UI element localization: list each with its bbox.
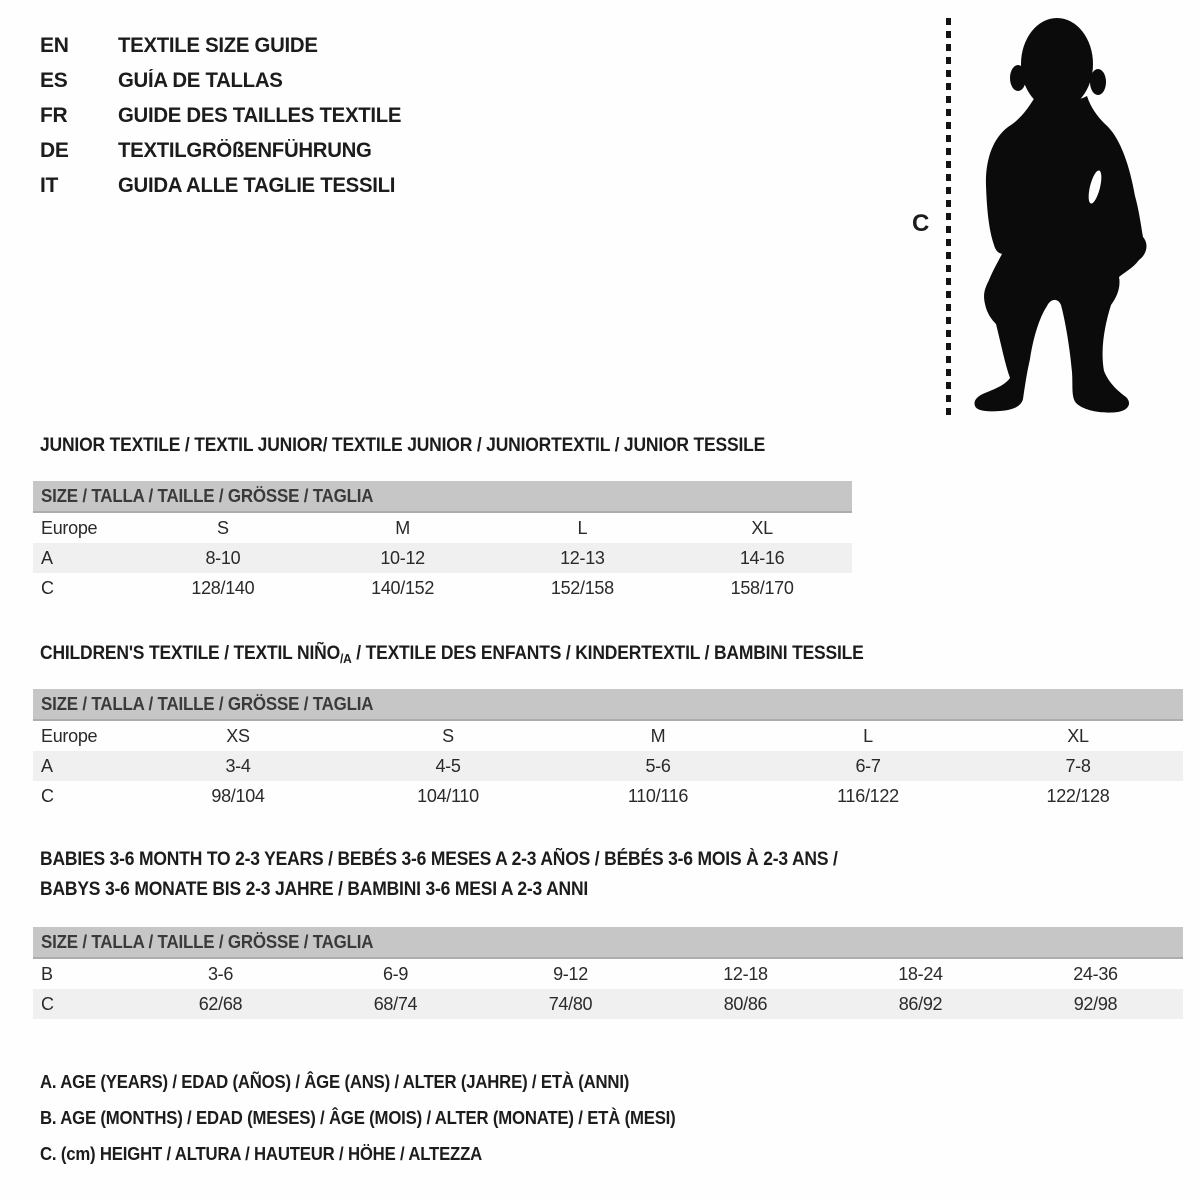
language-row-it [40,168,410,203]
size-header-text: SIZE / TALLA / TAILLE / GRÖSSE / TAGLIA [41,694,374,714]
size-value: L [577,517,588,538]
row-label: A [41,547,53,568]
legend-age-months: B. AGE (MONTHS) / EDAD (MESES) / ÂGE (MOIS) / ALTER (MONATE) / ETÀ (MESI) [40,1108,676,1128]
children-title-post: / TEXTILE DES ENFANTS / KINDERTEXTIL / BAMBINI TESSILE [351,643,864,664]
age-value: 8-10 [205,547,241,568]
language-row-de [40,133,410,168]
size-value: L [863,725,873,746]
row-label: B [41,963,53,984]
height-value: 98/104 [211,785,265,806]
height-value: 152/158 [550,577,614,598]
height-value: 62/68 [198,993,243,1014]
language-title: TEXTILGRÖßENFÜHRUNG [118,138,372,162]
size-value: S [217,517,229,538]
row-label: C [41,785,54,806]
language-title: GUIDE DES TAILLES TEXTILE [118,103,402,127]
height-value: 116/122 [837,785,899,806]
size-value: M [650,725,666,746]
language-row-es [40,63,410,98]
children-title-pre: CHILDREN'S TEXTILE / TEXTIL NIÑO [40,643,340,664]
table-row-europe [33,513,852,543]
size-value: XS [226,725,250,746]
table-row-age-months [33,959,1183,989]
age-value: 14-16 [739,547,785,568]
language-title: TEXTILE SIZE GUIDE [118,33,318,57]
junior-section-title: JUNIOR TEXTILE / TEXTIL JUNIOR/ TEXTILE JUNIOR / JUNIORTEXTIL / JUNIOR TESSILE [40,435,766,456]
age-value: 9-12 [553,963,588,984]
size-value: XL [1067,725,1089,746]
height-value: 110/116 [627,785,689,806]
table-row-europe [33,721,1183,751]
language-code: DE [40,138,69,162]
height-value: 158/170 [730,577,794,598]
age-value: 24-36 [1073,963,1118,984]
size-header-text: SIZE / TALLA / TAILLE / GRÖSSE / TAGLIA [41,486,374,506]
table-row-height [33,573,852,603]
size-header-text: SIZE / TALLA / TAILLE / GRÖSSE / TAGLIA [41,932,374,952]
language-code: IT [40,173,59,197]
babies-section-title-line2: BABYS 3-6 MONATE BIS 2-3 JAHRE / BAMBINI 3-6 MESI A 2-3 ANNI [40,879,589,900]
height-measure-label: C [912,210,930,237]
age-value: 12-18 [723,963,768,984]
row-label: Europe [41,725,98,746]
babies-size-table [33,927,1183,1019]
language-row-en [40,28,410,63]
age-value: 10-12 [380,547,425,568]
children-section-title [40,643,864,666]
age-value: 7-8 [1065,755,1091,776]
language-code: FR [40,103,68,127]
children-size-table [33,689,1183,811]
age-value: 12-13 [560,547,605,568]
language-row-fr [40,98,410,133]
table-row-age [33,751,1183,781]
height-value: 92/98 [1073,993,1118,1014]
row-label: C [41,993,54,1014]
age-value: 4-5 [435,755,461,776]
size-header-bar [33,927,1183,959]
language-title: GUÍA DE TALLAS [118,68,283,92]
legend-height-cm: C. (cm) HEIGHT / ALTURA / HAUTEUR / HÖHE / ALTEZZA [40,1144,483,1164]
junior-size-table [33,481,852,603]
row-label: Europe [41,517,98,538]
toddler-silhouette-image [965,12,1155,422]
age-value: 3-6 [207,963,234,984]
height-value: 128/140 [191,577,255,598]
table-row-age [33,543,852,573]
language-code: EN [40,33,69,57]
size-value: XL [751,517,773,538]
height-value: 74/80 [548,993,593,1014]
height-value: 140/152 [371,577,435,598]
height-value: 104/110 [417,785,479,806]
language-title: GUIDA ALLE TAGLIE TESSILI [118,173,396,197]
age-value: 18-24 [898,963,943,984]
row-label: C [41,577,54,598]
height-value: 86/92 [898,993,943,1014]
legend-age-years: A. AGE (YEARS) / EDAD (AÑOS) / ÂGE (ANS) / ALTER (JAHRE) / ETÀ (ANNI) [40,1072,630,1092]
language-code: ES [40,68,68,92]
babies-section-title-line1: BABIES 3-6 MONTH TO 2-3 YEARS / BEBÉS 3-6 MESES A 2-3 AÑOS / BÉBÉS 3-6 MOIS À 2-3 ANS / [40,849,838,870]
size-value: S [442,725,454,746]
size-header-bar [33,689,1183,721]
height-value: 122/128 [1046,785,1110,806]
size-header-bar [33,481,852,513]
age-value: 6-7 [855,755,881,776]
age-value: 5-6 [645,755,671,776]
height-value: 68/74 [373,993,418,1014]
row-label: A [41,755,53,776]
age-value: 6-9 [382,963,409,984]
size-value: M [395,517,410,538]
age-value: 3-4 [225,755,251,776]
table-row-height [33,781,1183,811]
height-measure-dashed-line [946,18,951,416]
table-row-height [33,989,1183,1019]
language-title-list [40,28,410,203]
children-title-subscript: /A [339,651,352,666]
height-value: 80/86 [723,993,768,1014]
